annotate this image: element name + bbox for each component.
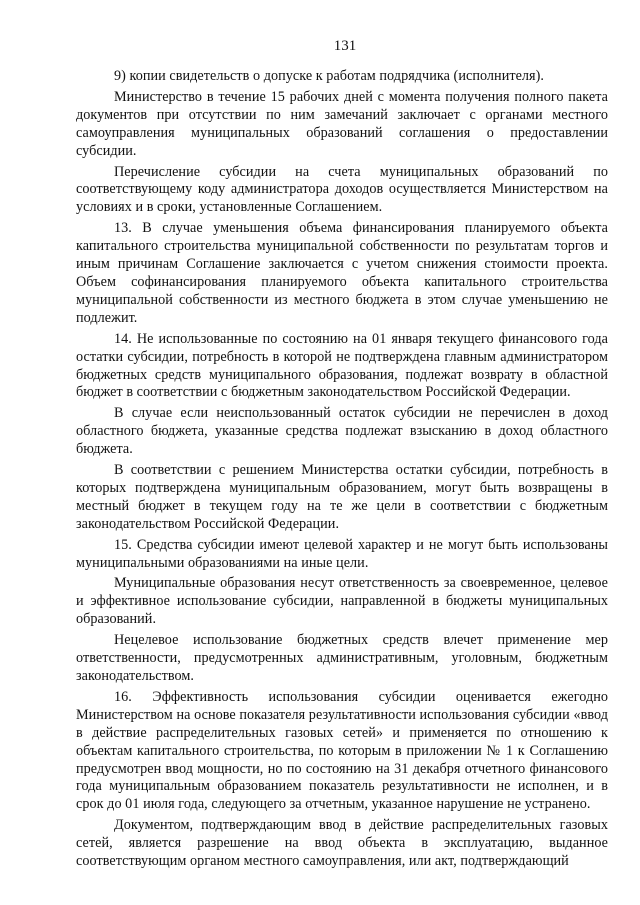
paragraph-balance-return: В соответствии с решением Министерства остатки субсидии, потребность в которых подтверждена муниципальным образованием, могут быть возвращены в местный бюджет в текущем году на те же цели в соответствии с бюджетным законодательством Российской Федерации. [76,462,608,532]
paragraph-agreement-conclusion: Министерство в течение 15 рабочих дней с момента получения полного пакета документов при отсутствии по ним замечаний заключает с органами местного самоуправления муниципальных образований соглашения о предоставлении субсидии. [76,88,608,159]
paragraph-item-9: 9) копии свидетельств о допуске к работам подрядчика (исполнителя). [114,68,545,84]
paragraph-unused-balance-recovery: В случае если неиспользованный остаток субсидии не перечислен в доход областного бюджета, указанные средства подлежат взысканию в доход областного бюджета. [76,405,608,458]
paragraph-clause-16: 16. Эффективность использования субсидии оценивается ежегодно Министерством на основе показателя результативности использования субсидии «ввод в действие распределительных газовых сетей» и применяется по отношению к объектам капитального строительства, по которым в приложении № 1 к Соглашению предусмотрен ввод мощности, но по состоянию на 31 декабря отчетного финансового года муниципальным образованием показатель результативности не исполнен, и в срок до 01 июля года, следующего за отчетным, указанное нарушение не устранено. [76,688,608,813]
paragraph-misuse-liability: Нецелевое использование бюджетных средств влечет применение мер ответственности, предусмотренных административным, уголовным, бюджетным законодательством. [76,632,608,684]
paragraph-subsidy-transfer: Перечисление субсидии на счета муниципальных образований по соответствующему коду администратора доходов осуществляется Министерством на условиях и в сроки, установленные Соглашением. [76,163,608,216]
paragraph-clause-13: 13. В случае уменьшения объема финансирования планируемого объекта капитального строительства муниципальной собственности по результатам торгов и иным причинам Соглашение заключается с учетом снижения стоимости проекта. Объем софинансирования планируемого объекта капитального строительства муниципальной собственности из местного бюджета в этом случае уменьшению не подлежит. [76,220,608,326]
page-number: 131 [333,38,357,54]
paragraph-clause-15: 15. Средства субсидии имеют целевой характер и не могут быть использованы муниципальными образованиями на иные цели. [76,536,608,571]
paragraph-commissioning-document: Документом, подтверждающим ввод в действие распределительных газовых сетей, является разрешение на ввод объекта в эксплуатацию, выданное соответствующим органом местного самоуправления, или акт, подтверждающий [76,817,608,870]
paragraph-clause-14: 14. Не использованные по состоянию на 01 января текущего финансового года остатки субсидии, потребность в которой не подтверждена главным администратором бюджетных средств муниципального образования, подлежат возврату в областной бюджет в соответствии с бюджетным законодательством Российской Федерации. [76,330,608,401]
paragraph-municipal-responsibility: Муниципальные образования несут ответственность за своевременное, целевое и эффективное использование субсидии, направленной в бюджеты муниципальных образований. [76,575,608,628]
